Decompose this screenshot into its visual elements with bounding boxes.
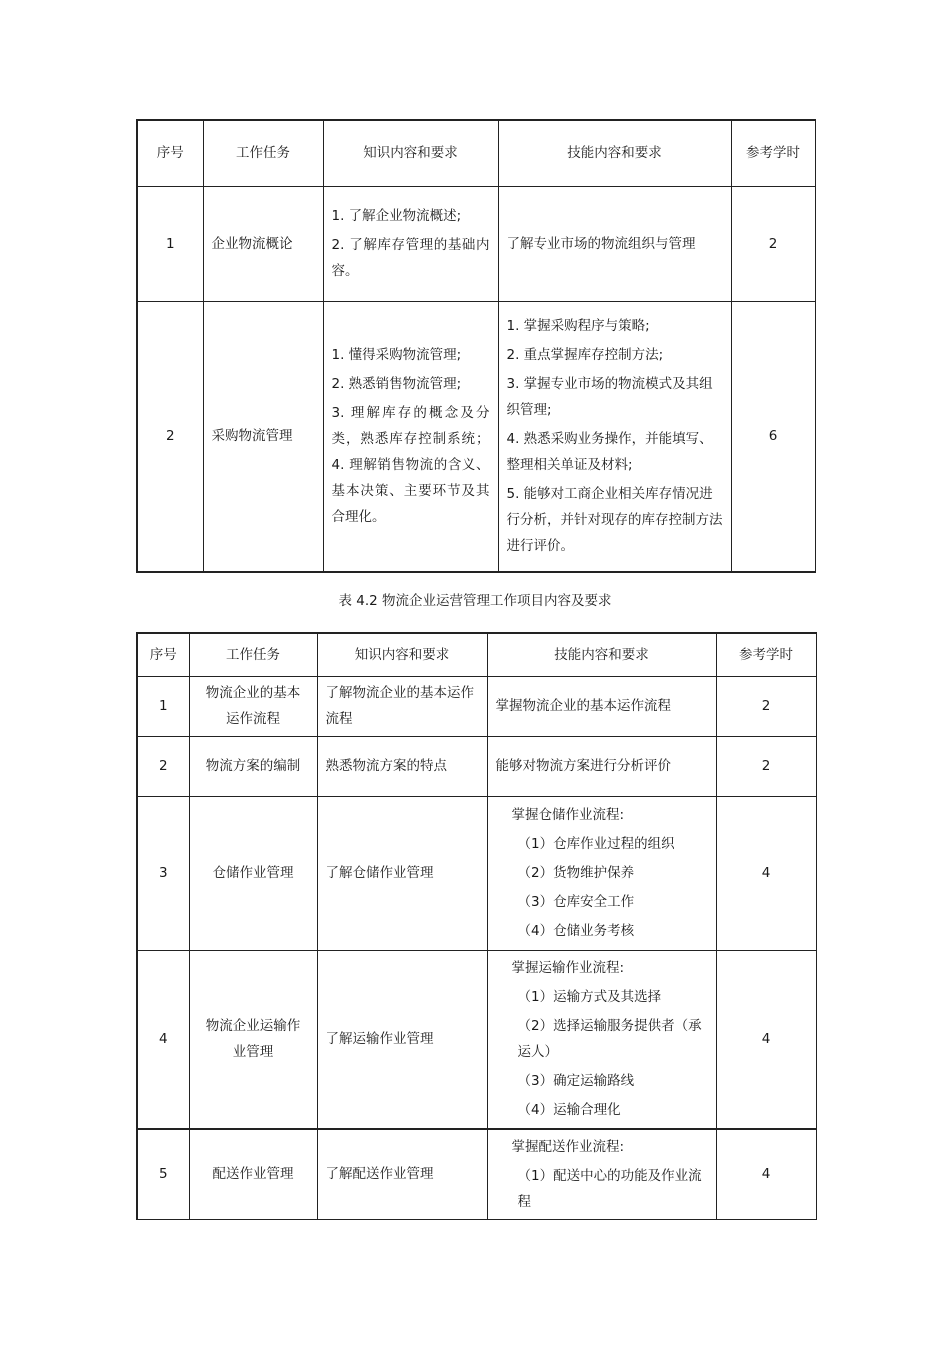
header-hours: 参考学时 xyxy=(731,120,815,186)
cell-knowledge xyxy=(323,186,498,301)
table-header-row xyxy=(137,120,815,186)
header-skills: 技能内容和要求 xyxy=(498,120,731,186)
knowledge-item: 1. 了解企业物流概述; xyxy=(331,208,462,224)
cell-hours: 4 xyxy=(716,796,816,950)
cell-no: 2 xyxy=(137,736,189,796)
cell-knowledge xyxy=(323,301,498,572)
skill-item: （2）货物维护保养 xyxy=(517,865,635,881)
cell-knowledge: 了解配送作业管理 xyxy=(317,1129,487,1219)
skill-item: （1）运输方式及其选择 xyxy=(517,989,662,1006)
cell-task: 采购物流管理 xyxy=(203,301,323,572)
cell-hours: 2 xyxy=(731,186,815,301)
skill-title: 掌握配送作业流程: xyxy=(511,1138,625,1155)
cell-task: 物流方案的编制 xyxy=(189,736,317,796)
cell-task: 物流企业运输作业管理 xyxy=(189,950,317,1129)
table-row xyxy=(137,676,816,736)
skill-item: （3）仓库安全工作 xyxy=(517,894,635,910)
skill-item: 2. 重点掌握库存控制方法; xyxy=(506,347,664,364)
table-course-content-2 xyxy=(136,632,817,1220)
cell-skills: 能够对物流方案进行分析评价 xyxy=(487,736,716,796)
header-task: 工作任务 xyxy=(203,120,323,186)
header-hours: 参考学时 xyxy=(716,633,816,676)
skill-item: （4）运输合理化 xyxy=(517,1102,621,1119)
skill-item: 4. 熟悉采购业务操作，并能填写、整理相关单证及材料; xyxy=(506,431,713,474)
cell-knowledge: 了解物流企业的基本运作流程 xyxy=(317,676,487,736)
cell-hours: 4 xyxy=(716,1129,816,1219)
cell-task: 仓储作业管理 xyxy=(189,796,317,950)
header-no: 序号 xyxy=(137,633,189,676)
table-row xyxy=(137,1129,816,1219)
cell-skills xyxy=(487,1129,716,1219)
cell-task: 配送作业管理 xyxy=(189,1129,317,1219)
skill-item: （4）仓储业务考核 xyxy=(517,923,635,939)
cell-task: 物流企业的基本运作流程 xyxy=(189,676,317,736)
cell-skills xyxy=(487,796,716,950)
cell-hours: 2 xyxy=(716,676,816,736)
cell-no: 5 xyxy=(137,1129,189,1219)
cell-hours: 4 xyxy=(716,950,816,1129)
header-knowledge: 知识内容和要求 xyxy=(317,633,487,676)
table-row xyxy=(137,301,815,572)
header-no: 序号 xyxy=(137,120,203,186)
skill-item: 5. 能够对工商企业相关库存情况进行分析，并针对现存的库存控制方法进行评价。 xyxy=(506,486,723,555)
cell-task: 企业物流概论 xyxy=(203,186,323,301)
knowledge-item: 1. 懂得采购物流管理; xyxy=(331,347,462,364)
skill-item: （1）配送中心的功能及作业流程 xyxy=(517,1167,702,1210)
cell-no: 3 xyxy=(137,796,189,950)
skill-title: 掌握运输作业流程: xyxy=(511,960,625,977)
header-task: 工作任务 xyxy=(189,633,317,676)
cell-no: 2 xyxy=(137,301,203,572)
skill-item: 了解专业市场的物流组织与管理 xyxy=(506,235,696,252)
cell-knowledge: 了解运输作业管理 xyxy=(317,950,487,1129)
skill-item: （3）确定运输路线 xyxy=(517,1073,635,1090)
cell-knowledge: 熟悉物流方案的特点 xyxy=(317,736,487,796)
table-row xyxy=(137,796,816,950)
knowledge-item: 2. 熟悉销售物流管理; xyxy=(331,376,462,393)
cell-skills xyxy=(498,186,731,301)
cell-hours: 2 xyxy=(716,736,816,796)
table-header-row xyxy=(137,633,816,676)
header-skills: 技能内容和要求 xyxy=(487,633,716,676)
cell-knowledge: 了解仓储作业管理 xyxy=(317,796,487,950)
cell-no: 1 xyxy=(137,676,189,736)
table-course-content-1 xyxy=(136,119,816,573)
table-row xyxy=(137,950,816,1129)
knowledge-item: 3. 理解库存的概念及分类，熟悉库存控制系统； 4. 理解销售物流的含义、基本决策、主要环节及其合理化。 xyxy=(331,405,490,526)
cell-no: 1 xyxy=(137,186,203,301)
skill-item: 3. 掌握专业市场的物流模式及其组织管理; xyxy=(506,376,713,419)
cell-no: 4 xyxy=(137,950,189,1129)
cell-skills: 掌握物流企业的基本运作流程 xyxy=(487,676,716,736)
cell-skills xyxy=(498,301,731,572)
cell-skills xyxy=(487,950,716,1129)
table-caption: 表 4.2 物流企业运营管理工作项目内容及要求 xyxy=(338,593,612,609)
skill-item: （1）仓库作业过程的组织 xyxy=(517,836,675,852)
skill-item: 1. 掌握采购程序与策略; xyxy=(506,318,650,335)
skill-item: （2）选择运输服务提供者（承运人） xyxy=(517,1018,702,1061)
cell-hours: 6 xyxy=(731,301,815,572)
knowledge-item: 2. 了解库存管理的基础内容。 xyxy=(331,237,490,279)
skill-title: 掌握仓储作业流程: xyxy=(511,807,625,823)
table-row xyxy=(137,186,815,301)
header-knowledge: 知识内容和要求 xyxy=(323,120,498,186)
table-row xyxy=(137,736,816,796)
